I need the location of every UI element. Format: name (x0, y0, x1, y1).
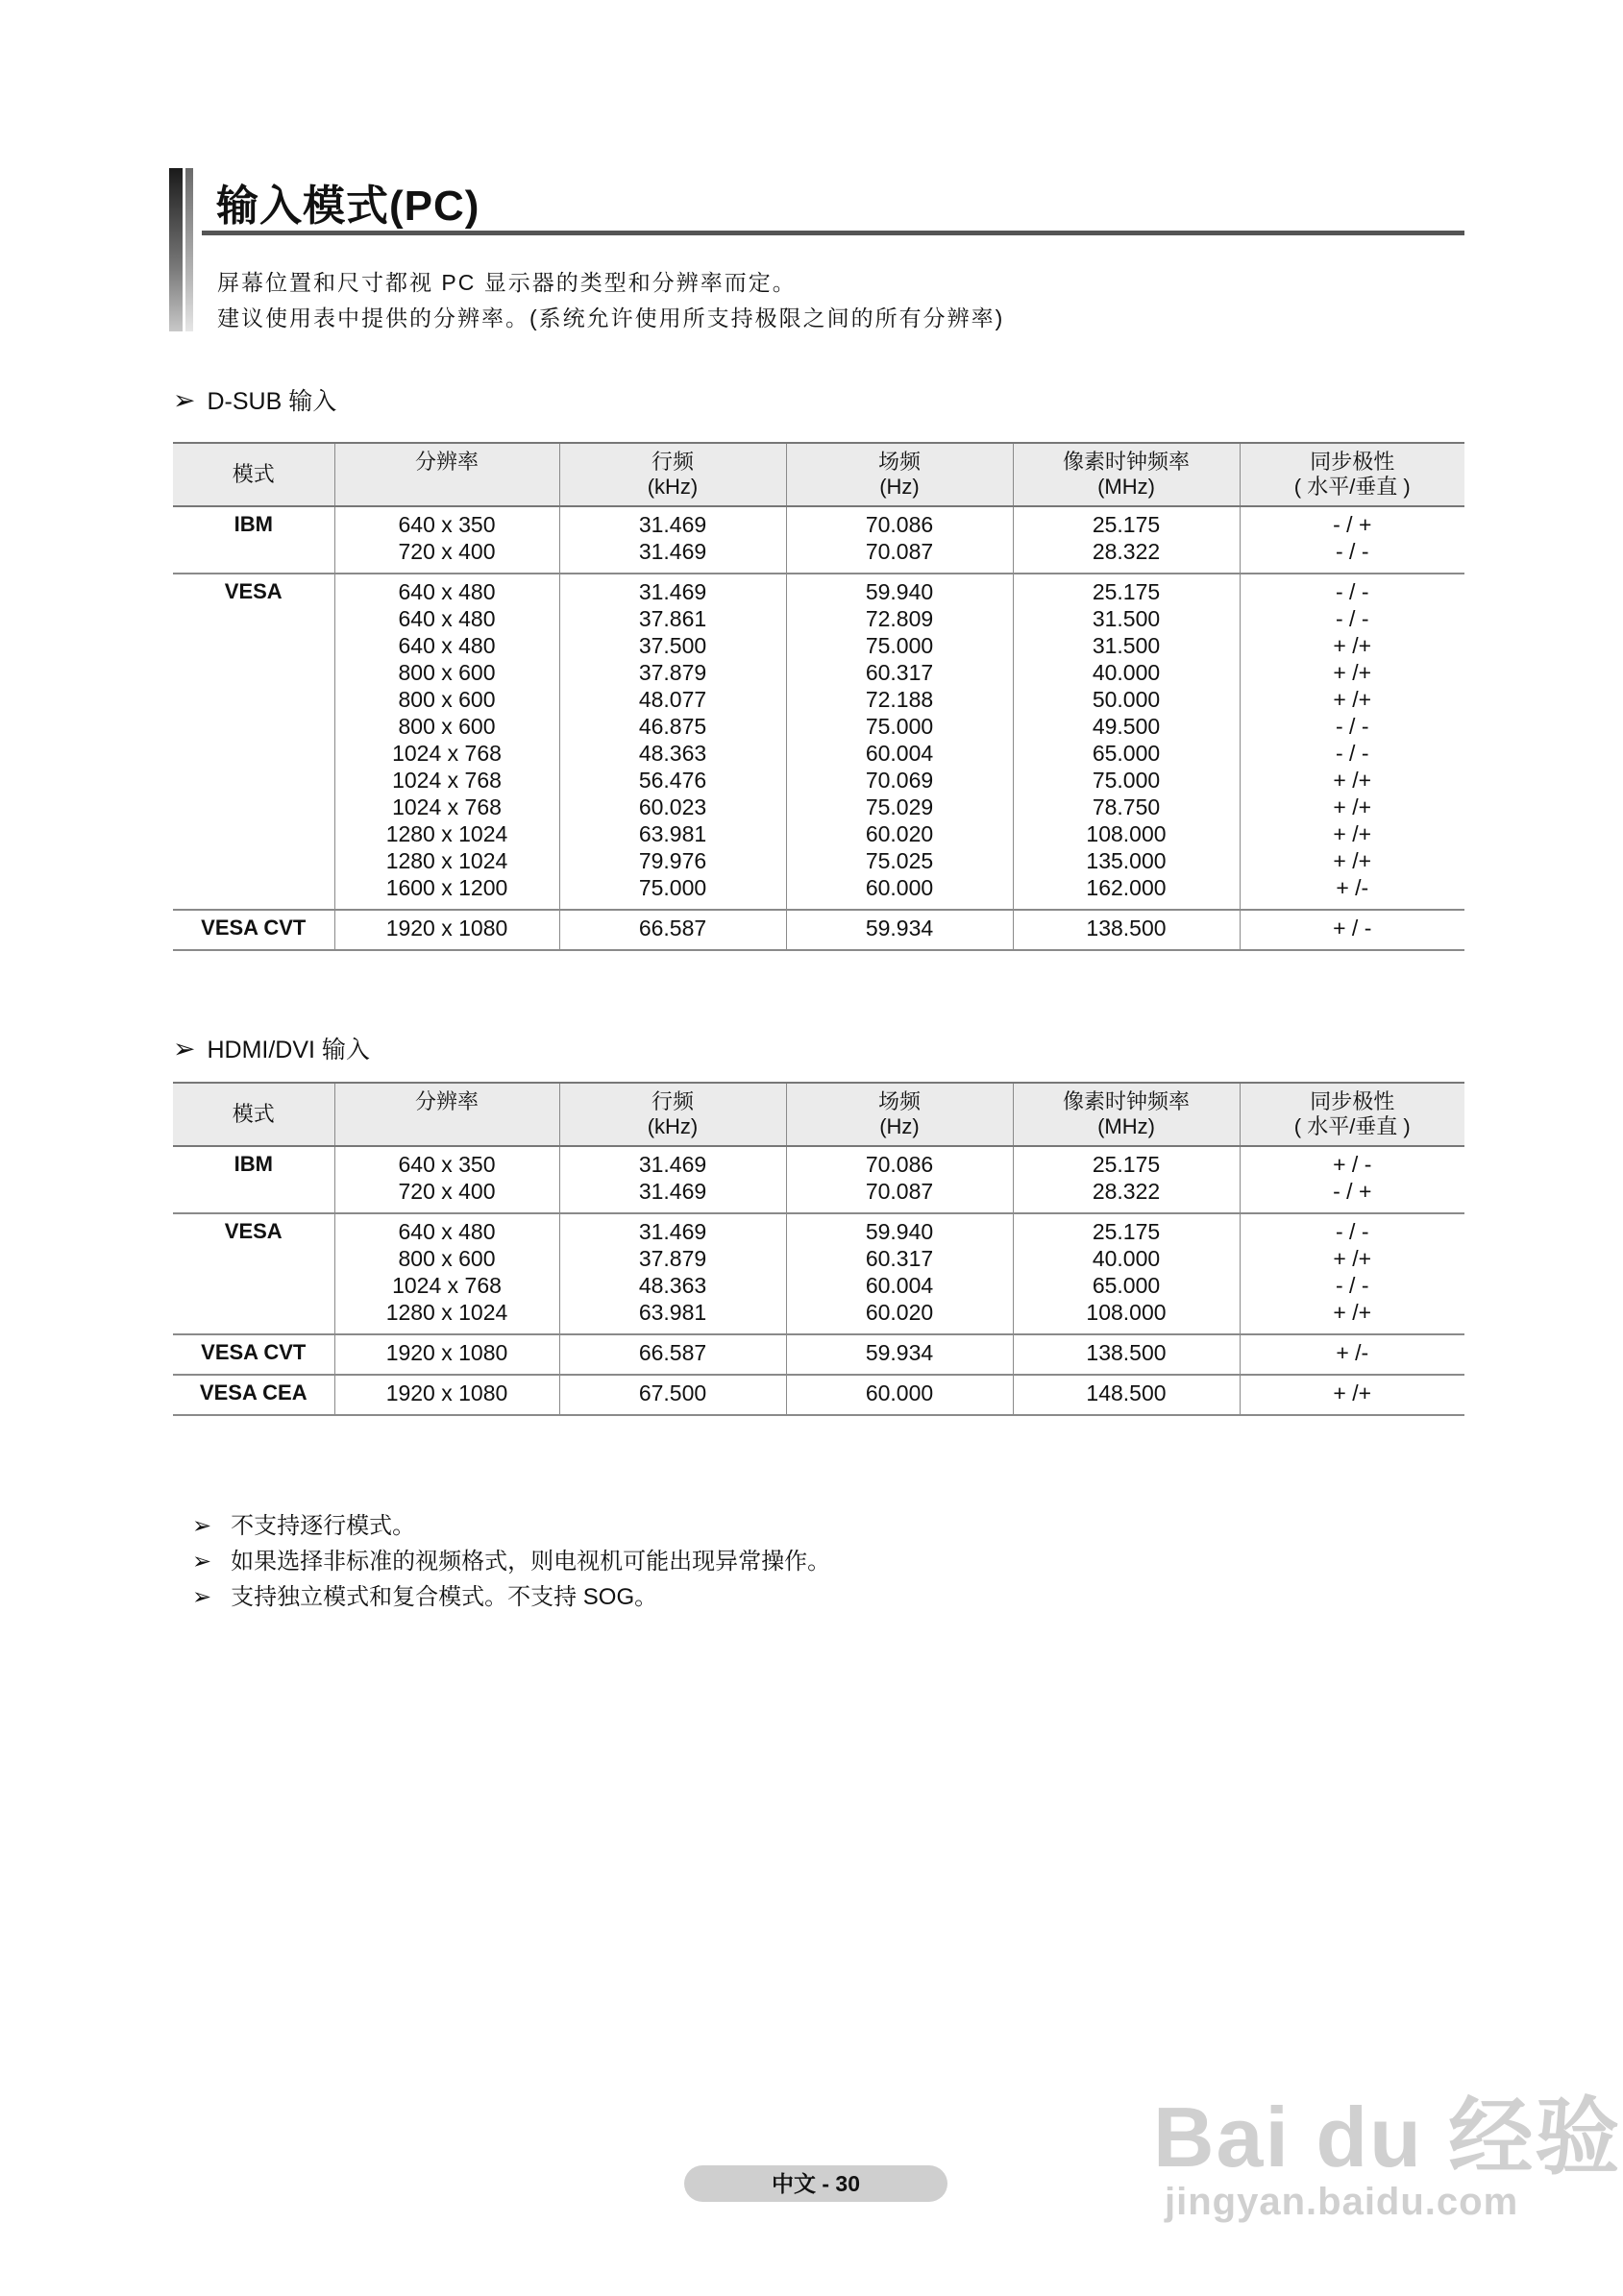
mode-cell: VESA CEA (173, 1375, 334, 1415)
vfreq-cell: 59.940 60.317 60.004 60.020 (786, 1213, 1013, 1334)
pixel-clock-cell: 25.175 28.322 (1013, 506, 1240, 574)
title-accent-bar-secondary (185, 168, 193, 331)
vfreq-cell: 59.934 (786, 910, 1013, 950)
pixel-clock-cell: 138.500 (1013, 1334, 1240, 1375)
header-resolution: 分辨率 (334, 1083, 559, 1146)
header-hfreq: 行频 (kHz) (559, 443, 786, 506)
sync-cell: + /- (1240, 1334, 1464, 1375)
table-row (173, 1375, 1464, 1415)
dsub-section-heading (173, 382, 336, 417)
sync-cell: + / - - / + (1240, 1146, 1464, 1213)
mode-cell: VESA CVT (173, 910, 334, 950)
sync-cell: - / - + /+ - / - + /+ (1240, 1213, 1464, 1334)
note-item: ➢ 如果选择非标准的视频格式，则电视机可能出现异常操作。 (192, 1544, 830, 1579)
intro-line-1: 屏幕位置和尺寸都视 PC 显示器的类型和分辨率而定。 (217, 270, 797, 295)
pixel-clock-cell: 138.500 (1013, 910, 1240, 950)
resolution-cell: 640 x 480 800 x 600 1024 x 768 1280 x 1024 (334, 1213, 559, 1334)
vfreq-cell: 59.934 (786, 1334, 1013, 1375)
vfreq-cell: 59.940 72.809 75.000 60.317 72.188 75.000 60.004 70.069 75.029 60.020 75.025 60.000 (786, 574, 1013, 910)
arrow-icon: ➢ (192, 1584, 212, 1610)
header-vfreq: 场频 (Hz) (786, 1083, 1013, 1146)
hfreq-cell: 31.469 31.469 (559, 1146, 786, 1213)
header-mode: 模式 (173, 443, 334, 506)
resolution-cell: 640 x 350 720 x 400 (334, 1146, 559, 1213)
arrow-icon: ➢ (192, 1513, 212, 1539)
title-accent-bar (169, 168, 183, 331)
mode-cell: IBM (173, 506, 334, 574)
header-hfreq: 行频 (kHz) (559, 1083, 786, 1146)
intro-text (217, 265, 1004, 336)
mode-cell: VESA CVT (173, 1334, 334, 1375)
note-item: ➢ 不支持逐行模式。 (192, 1508, 830, 1544)
dsub-header-row (173, 443, 1464, 506)
hfreq-cell: 67.500 (559, 1375, 786, 1415)
hfreq-cell: 66.587 (559, 1334, 786, 1375)
table-row (173, 910, 1464, 950)
header-sync: 同步极性 ( 水平/垂直 ) (1240, 1083, 1464, 1146)
sync-cell: - / - - / - + /+ + /+ + /+ - / - - / - + /+ + /+ + /+ + /+ + /- (1240, 574, 1464, 910)
sync-cell: + /+ (1240, 1375, 1464, 1415)
table-row (173, 506, 1464, 574)
table-row (173, 1146, 1464, 1213)
table-row (173, 574, 1464, 910)
watermark-url: jingyan.baidu.com (1165, 2181, 1519, 2223)
header-vfreq: 场频 (Hz) (786, 443, 1013, 506)
hdmi-section-heading (173, 1031, 370, 1065)
hfreq-cell: 31.469 31.469 (559, 506, 786, 574)
resolution-cell: 1920 x 1080 (334, 1375, 559, 1415)
hfreq-cell: 66.587 (559, 910, 786, 950)
resolution-cell: 1920 x 1080 (334, 910, 559, 950)
page-title: 输入模式(PC) (216, 183, 480, 230)
page-number: 中文 - 30 (684, 2165, 947, 2202)
pixel-clock-cell: 148.500 (1013, 1375, 1240, 1415)
arrow-icon: ➢ (173, 1034, 196, 1063)
hdmi-header-row (173, 1083, 1464, 1146)
hfreq-cell: 31.469 37.861 37.500 37.879 48.077 46.875 48.363 56.476 60.023 63.981 79.976 75.000 (559, 574, 786, 910)
title-underline (202, 231, 1464, 235)
sync-cell: + / - (1240, 910, 1464, 950)
table-row (173, 1213, 1464, 1334)
resolution-cell: 640 x 350 720 x 400 (334, 506, 559, 574)
vfreq-cell: 70.086 70.087 (786, 1146, 1013, 1213)
resolution-cell: 640 x 480 640 x 480 640 x 480 800 x 600 800 x 600 800 x 600 1024 x 768 1024 x 768 1024 x 768 1280 x 1024 1280 x 1024 1600 x 1200 (334, 574, 559, 910)
header-pixel-clock: 像素时钟频率 (MHz) (1013, 1083, 1240, 1146)
hdmi-heading-text: HDMI/DVI 输入 (207, 1037, 370, 1063)
dsub-mode-table (173, 442, 1464, 951)
arrow-icon: ➢ (192, 1549, 212, 1575)
vfreq-cell: 60.000 (786, 1375, 1013, 1415)
pixel-clock-cell: 25.175 40.000 65.000 108.000 (1013, 1213, 1240, 1334)
note-item: ➢ 支持独立模式和复合模式。不支持 SOG。 (192, 1579, 830, 1615)
watermark-logo: Bai du 经验 (1153, 2089, 1622, 2185)
mode-cell: IBM (173, 1146, 334, 1213)
notes-list (192, 1508, 830, 1615)
header-mode: 模式 (173, 1083, 334, 1146)
resolution-cell: 1920 x 1080 (334, 1334, 559, 1375)
intro-line-2: 建议使用表中提供的分辨率。(系统允许使用所支持极限之间的所有分辨率) (217, 305, 1005, 330)
vfreq-cell: 70.086 70.087 (786, 506, 1013, 574)
mode-cell: VESA (173, 1213, 334, 1334)
arrow-icon: ➢ (173, 385, 196, 415)
pixel-clock-cell: 25.175 31.500 31.500 40.000 50.000 49.500 65.000 75.000 78.750 108.000 135.000 162.000 (1013, 574, 1240, 910)
header-resolution: 分辨率 (334, 443, 559, 506)
pixel-clock-cell: 25.175 28.322 (1013, 1146, 1240, 1213)
sync-cell: - / + - / - (1240, 506, 1464, 574)
baidu-watermark (1153, 2089, 1622, 2224)
hdmi-mode-table (173, 1082, 1464, 1416)
hfreq-cell: 31.469 37.879 48.363 63.981 (559, 1213, 786, 1334)
table-row (173, 1334, 1464, 1375)
header-pixel-clock: 像素时钟频率 (MHz) (1013, 443, 1240, 506)
header-sync: 同步极性 ( 水平/垂直 ) (1240, 443, 1464, 506)
mode-cell: VESA (173, 574, 334, 910)
dsub-heading-text: D-SUB 输入 (207, 388, 337, 415)
